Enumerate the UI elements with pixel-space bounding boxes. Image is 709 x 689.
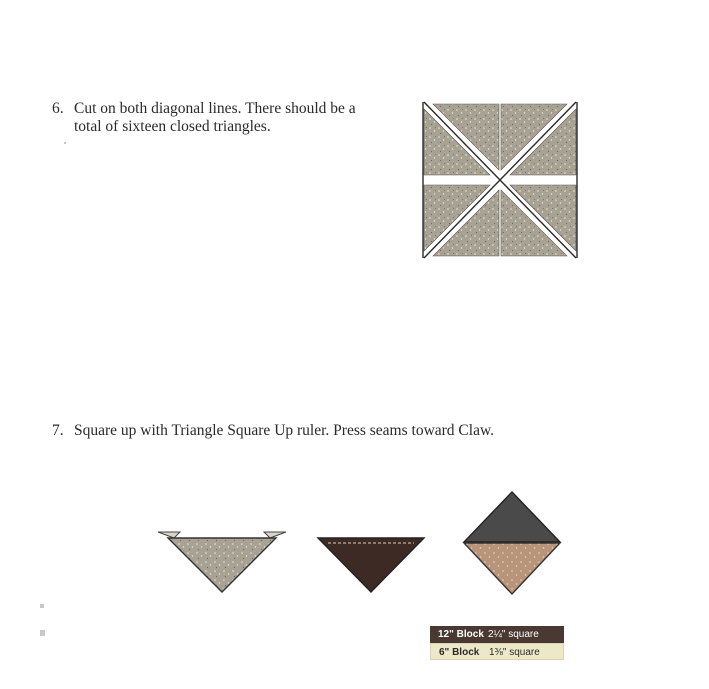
scan-speck	[40, 630, 45, 636]
step-number: 7.	[52, 422, 64, 439]
step-instruction: Cut on both diagonal lines. There should be a total of sixteen closed triangles.	[74, 100, 356, 135]
size-row	[430, 626, 564, 643]
square-up-diagram	[150, 488, 580, 600]
cut-diagonals-diagram	[419, 99, 581, 261]
size-table	[430, 626, 564, 660]
block-size: 12" Block	[438, 629, 484, 640]
step-number: 6.	[52, 100, 64, 117]
size-row	[430, 643, 564, 660]
scan-speck	[64, 142, 66, 144]
trimmed-triangle	[158, 532, 286, 592]
block-size: 6" Block	[439, 647, 480, 658]
square-size: 1⅜" square	[489, 647, 540, 658]
scan-speck	[40, 604, 44, 608]
square-size: 2¼" square	[488, 629, 539, 640]
step-6	[52, 100, 374, 136]
pieced-square	[464, 492, 560, 594]
step-7	[52, 422, 494, 440]
dark-triangle	[318, 538, 424, 592]
step-instruction: Square up with Triangle Square Up ruler. Press seams toward Claw.	[74, 422, 495, 439]
